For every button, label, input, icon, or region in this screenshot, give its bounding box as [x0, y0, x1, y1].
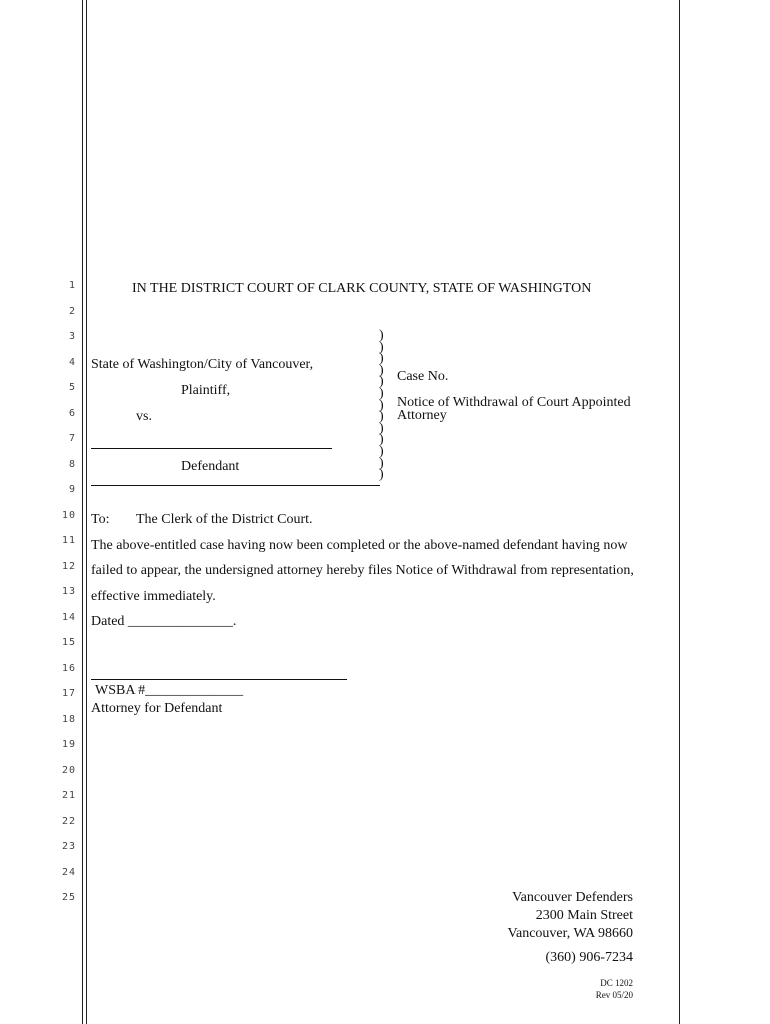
- right-margin-rule: [679, 0, 680, 1024]
- wsba-number: WSBA #______________: [95, 683, 244, 698]
- party-name: State of Washington/City of Vancouver,: [91, 357, 314, 372]
- court-title: IN THE DISTRICT COURT OF CLARK COUNTY, STATE OF WASHINGTON: [132, 281, 592, 296]
- line-number: 6: [68, 407, 76, 419]
- line-number: 3: [68, 331, 76, 342]
- line-number: 13: [61, 586, 76, 597]
- line-number: 5: [68, 382, 76, 393]
- left-margin-rule: [82, 0, 83, 1024]
- line-number: 14: [61, 611, 76, 623]
- line-number: 25: [61, 892, 76, 903]
- footer-org: Vancouver Defenders: [512, 890, 633, 905]
- line-number: 2: [68, 305, 76, 317]
- to-label: To:: [91, 512, 110, 527]
- case-no-label: Case No.: [397, 369, 449, 384]
- caption-bottom-line: [91, 485, 380, 486]
- line-number: 17: [61, 688, 76, 699]
- body-paragraph-line-2: failed to appear, the undersigned attorney hereby files Notice of Withdrawal from representation,: [91, 563, 634, 578]
- caption-paren-column: ) ) ) ) ) ) ) ) ) ) ) ) ): [379, 328, 384, 483]
- line-number: 10: [61, 509, 76, 521]
- line-number: 19: [61, 739, 76, 750]
- line-number: 21: [61, 790, 76, 801]
- line-number: 12: [61, 560, 76, 572]
- line-number: 22: [61, 815, 76, 827]
- defendant-name-line: [91, 448, 332, 449]
- line-number: 16: [61, 662, 76, 674]
- signature-line: [91, 679, 347, 680]
- signer-role: Attorney for Defendant: [91, 701, 223, 716]
- line-number: 18: [61, 713, 76, 725]
- line-number: 15: [61, 637, 76, 648]
- form-revision: Rev 05/20: [595, 990, 633, 1000]
- line-number: 7: [68, 433, 76, 444]
- footer-street: 2300 Main Street: [535, 908, 633, 923]
- document-title-line-2: Attorney: [397, 408, 447, 423]
- defendant-label: Defendant: [181, 459, 240, 474]
- footer-city: Vancouver, WA 98660: [507, 926, 633, 941]
- line-number: 9: [68, 484, 76, 495]
- form-id: DC 1202: [600, 978, 633, 988]
- left-margin-rule-inner: [86, 0, 87, 1024]
- dated-line: Dated _______________.: [91, 614, 237, 629]
- line-number: 4: [68, 356, 76, 368]
- body-paragraph-line-3: effective immediately.: [91, 589, 216, 604]
- line-number: 11: [61, 535, 76, 546]
- line-number: 23: [61, 841, 76, 852]
- line-number: 24: [61, 866, 76, 878]
- plaintiff-label: Plaintiff,: [181, 383, 231, 398]
- line-number: 1: [68, 280, 76, 291]
- document-title-line-1: Notice of Withdrawal of Court Appointed: [397, 395, 631, 410]
- line-number: 20: [61, 764, 76, 776]
- vs-label: vs.: [136, 409, 152, 424]
- to-recipient: The Clerk of the District Court.: [136, 512, 313, 527]
- line-number: 8: [68, 458, 76, 470]
- footer-phone: (360) 906-7234: [545, 950, 633, 965]
- body-paragraph-line-1: The above-entitled case having now been completed or the above-named defendant having now: [91, 538, 628, 553]
